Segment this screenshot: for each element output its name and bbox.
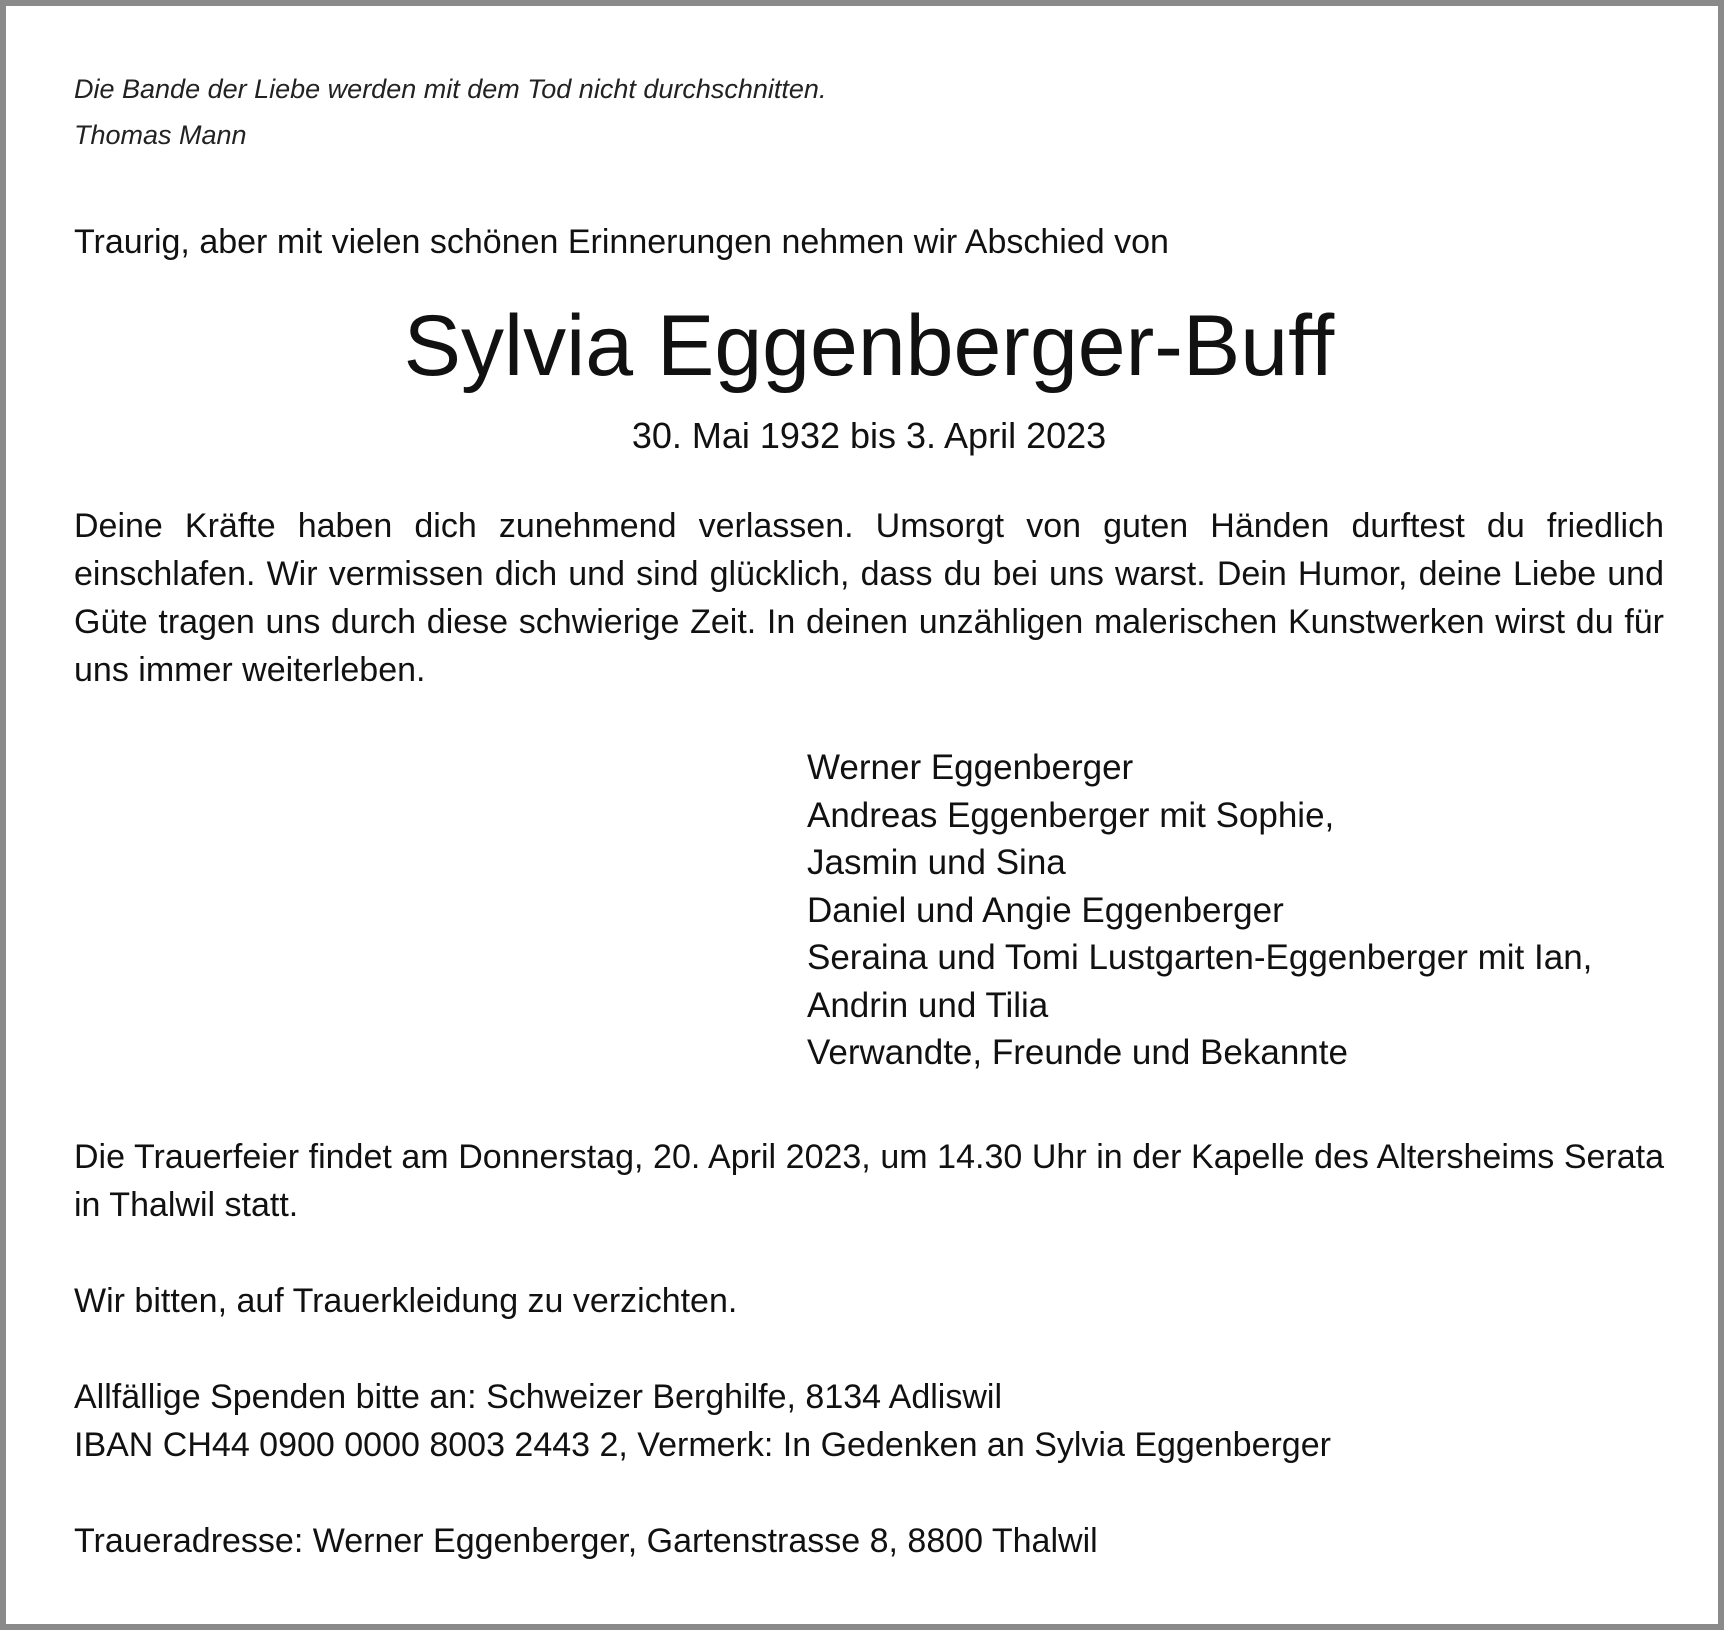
mourner-line: Seraina und Tomi Lustgarten-Eggenberger mit Ian,	[807, 938, 1593, 977]
intro-line: Traurig, aber mit vielen schönen Erinnerungen nehmen wir Abschied von	[74, 223, 1169, 261]
notice-content	[74, 66, 1664, 1565]
epigraph-author: Thomas Mann	[74, 120, 247, 150]
donation-info	[74, 1373, 1664, 1469]
epigraph-text: Die Bande der Liebe werden mit dem Tod nicht durchschnitten.	[74, 74, 827, 104]
donation-line-1: Allfällige Spenden bitte an: Schweizer Berghilfe, 8134 Adliswil	[74, 1377, 1002, 1416]
mourner-line: Andreas Eggenberger mit Sophie,	[807, 795, 1335, 835]
mourner-line: Jasmin und Sina	[807, 843, 1066, 882]
mourner-line: Werner Eggenberger	[807, 748, 1134, 787]
life-dates: 30. Mai 1932 bis 3. April 2023	[631, 415, 1107, 456]
dress-note: Wir bitten, auf Trauerkleidung zu verzichten.	[74, 1281, 738, 1320]
epigraph	[74, 66, 1664, 158]
ceremony-info: Die Trauerfeier findet am Donnerstag, 20. April 2023, um 14.30 Uhr in der Kapelle des Altersheims Serata in Thalwil statt.	[74, 1137, 1664, 1224]
donation-line-2: IBAN CH44 0900 0000 8003 2443 2, Vermerk: In Gedenken an Sylvia Eggenberger	[74, 1425, 1331, 1464]
mourner-line: Daniel und Angie Eggenberger	[807, 890, 1284, 930]
tribute-paragraph: Deine Kräfte haben dich zunehmend verlassen. Umsorgt von guten Händen durftest du friedlich einschlafen. Wir vermissen dich und sind glücklich, dass du bei uns warst. Dein Humor, deine Liebe und Güte tragen uns durch diese schwierige Zeit. In deinen unzähligen malerischen Kunstwerken wirst du für uns immer weiterleben.	[74, 507, 1664, 689]
mourning-address: Traueradresse: Werner Eggenberger, Gartenstrasse 8, 8800 Thalwil	[74, 1521, 1098, 1560]
mourner-line: Andrin und Tilia	[807, 985, 1049, 1025]
mourners-list	[807, 744, 1664, 1077]
deceased-name: Sylvia Eggenberger-Buff	[403, 298, 1335, 394]
mourner-line: Verwandte, Freunde und Bekannte	[807, 1033, 1348, 1072]
